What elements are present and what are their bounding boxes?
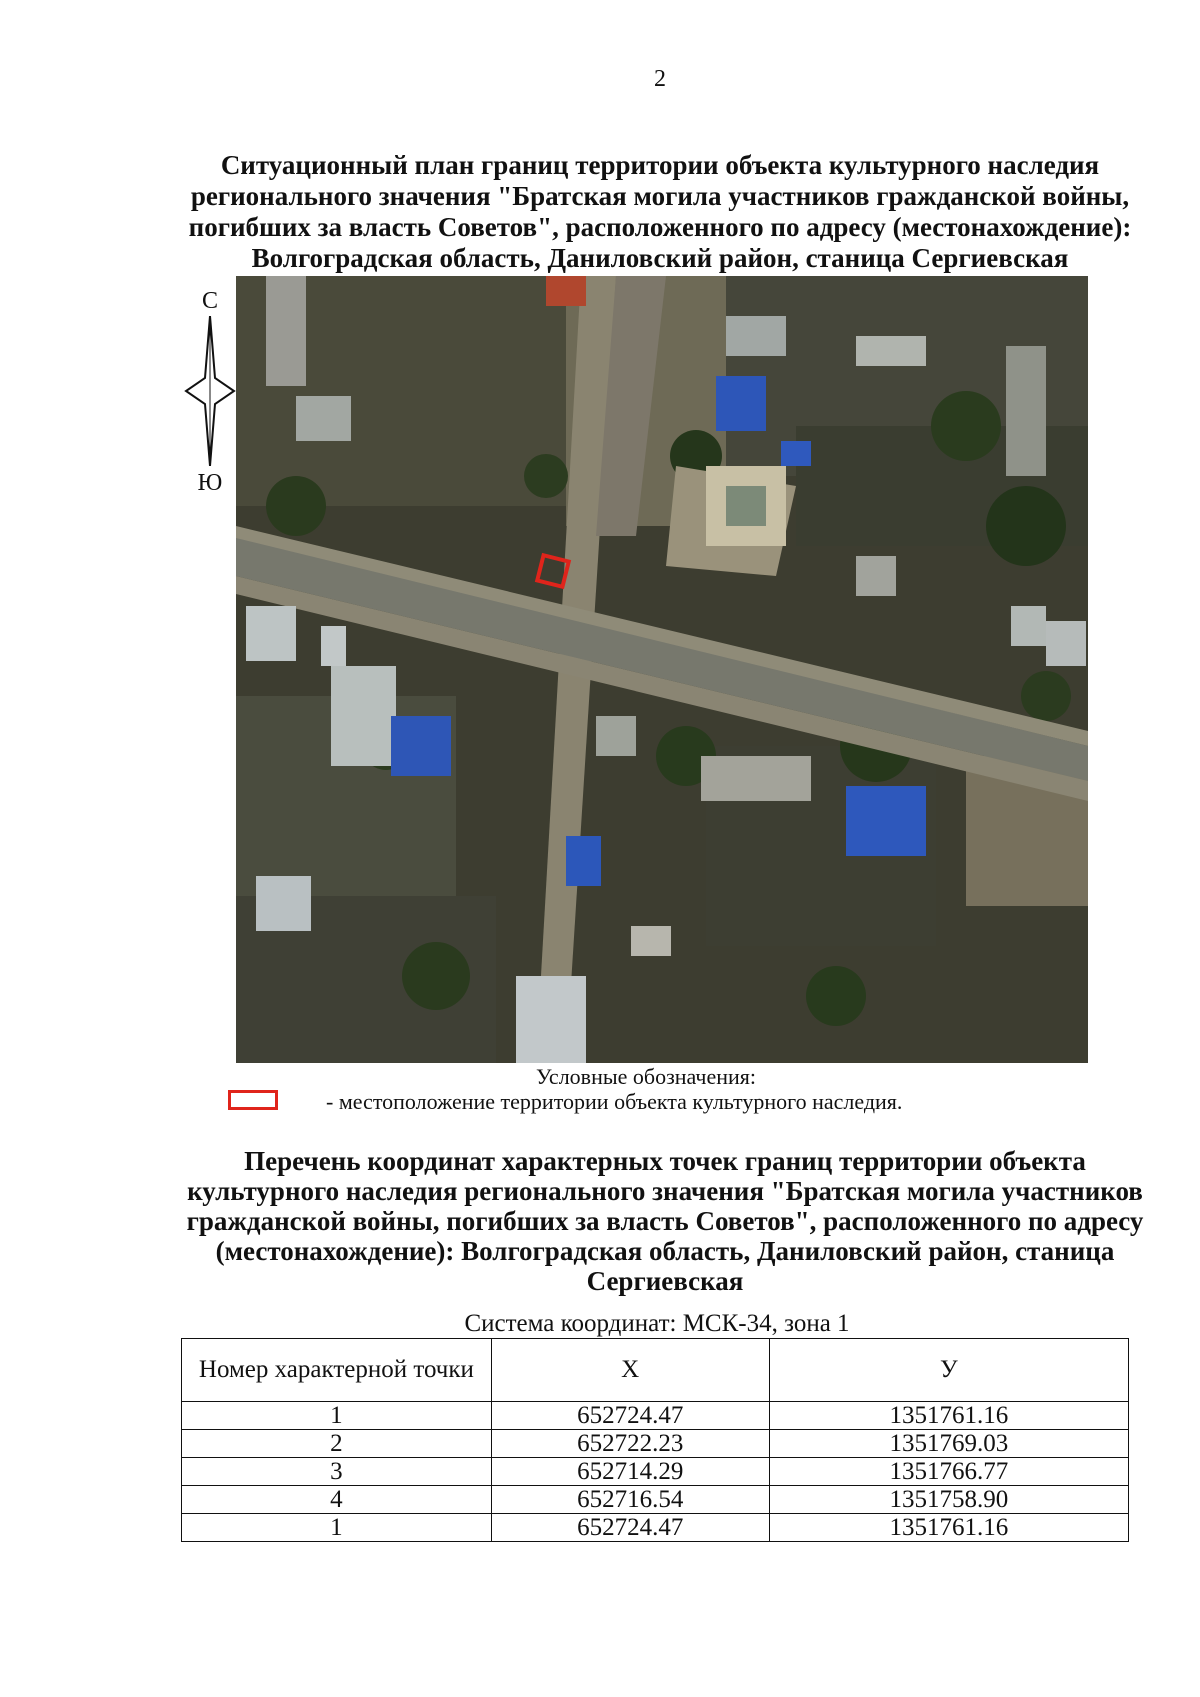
header-x: X — [491, 1339, 769, 1402]
coordinates-table — [181, 1338, 1129, 1542]
cell-y: 1351766.77 — [769, 1458, 1128, 1486]
cell-y: 1351761.16 — [769, 1402, 1128, 1430]
plan-title-line: Ситуационный план границ территории объекта культурного наследия — [220, 150, 1100, 180]
plan-title — [120, 150, 1200, 274]
header-y: У — [769, 1339, 1128, 1402]
coordinate-system-caption: Система координат: МСК-34, зона 1 — [464, 1310, 850, 1337]
coordinates-title — [165, 1146, 1165, 1296]
table-row — [182, 1430, 1129, 1458]
coordinates-title-line: культурного наследия регионального значения "Братская могила участников — [187, 1176, 1143, 1206]
table-row — [182, 1514, 1129, 1542]
cell-point: 3 — [182, 1458, 492, 1486]
header-point-number: Номер характерной точки — [182, 1339, 492, 1402]
north-label: С — [201, 288, 218, 314]
cell-x: 652716.54 — [491, 1486, 769, 1514]
plan-title-line: Волгоградская область, Даниловский район, станица Сергиевская — [251, 243, 1069, 273]
cell-point: 4 — [182, 1486, 492, 1514]
cell-x: 652724.47 — [491, 1514, 769, 1542]
cell-point: 1 — [182, 1402, 492, 1430]
plan-title-line: регионального значения "Братская могила участников гражданской войны, — [190, 181, 1130, 211]
coordinates-title-line: гражданской войны, погибших за власть Советов", расположенного по адресу — [186, 1206, 1144, 1236]
cell-y: 1351761.16 — [769, 1514, 1128, 1542]
legend-swatch — [228, 1090, 278, 1110]
cell-point: 1 — [182, 1514, 492, 1542]
coordinates-title-line: (местонахождение): Волгоградская область, Даниловский район, станица — [215, 1236, 1115, 1266]
coordinates-title-line: Перечень координат характерных точек границ территории объекта — [244, 1146, 1086, 1176]
table-row — [182, 1458, 1129, 1486]
cell-x: 652714.29 — [491, 1458, 769, 1486]
cell-x: 652724.47 — [491, 1402, 769, 1430]
legend-title: Условные обозначения: — [536, 1064, 757, 1089]
cell-y: 1351769.03 — [769, 1430, 1128, 1458]
satellite-image — [236, 276, 1088, 1063]
table-row — [182, 1402, 1129, 1430]
cell-point: 2 — [182, 1430, 492, 1458]
table-header-row — [182, 1339, 1129, 1402]
compass-arrow-icon — [182, 316, 238, 466]
page-number: 2 — [654, 66, 666, 92]
cell-x: 652722.23 — [491, 1430, 769, 1458]
legend-item-text: - местоположение территории объекта культурного наследия. — [326, 1089, 903, 1114]
table-row — [182, 1486, 1129, 1514]
north-arrow — [182, 290, 238, 500]
plan-title-line: погибших за власть Советов", расположенного по адресу (местонахождение): — [188, 212, 1132, 242]
cell-y: 1351758.90 — [769, 1486, 1128, 1514]
satellite-map — [236, 276, 1088, 1063]
south-label: Ю — [197, 470, 223, 496]
coordinates-title-line: Сергиевская — [586, 1266, 744, 1296]
